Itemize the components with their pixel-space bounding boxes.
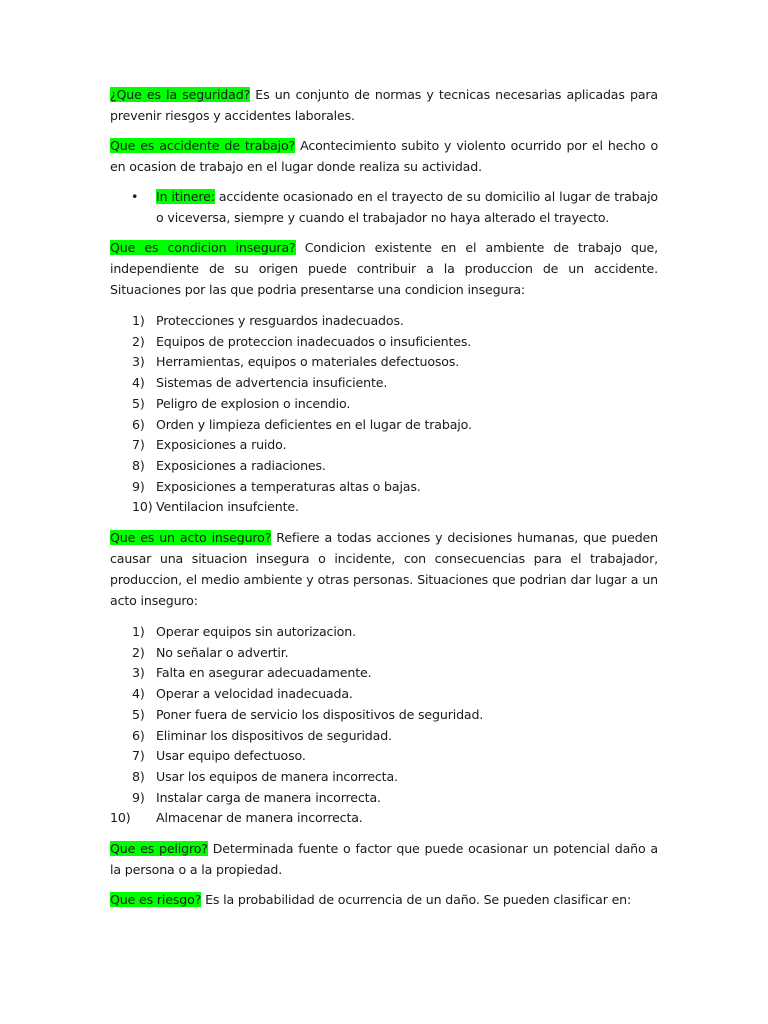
list-number: 4) xyxy=(132,375,145,391)
list-item xyxy=(110,767,658,788)
highlighted-term: Que es peligro? xyxy=(110,841,208,857)
list-item xyxy=(110,746,658,767)
list-text: Poner fuera de servicio los dispositivos de seguridad. xyxy=(156,706,484,722)
list-item xyxy=(110,352,658,373)
list-text: Ventilacion insufciente. xyxy=(156,499,299,515)
definition-text: Acontecimiento subito y violento ocurrido por el hecho o en ocasion de trabajo en el lugar donde realiza su actividad. xyxy=(110,138,658,174)
list-item xyxy=(110,643,658,664)
list-text: Equipos de proteccion inadecuados o insuficientes. xyxy=(156,333,472,349)
highlighted-term: ¿Que es la seguridad? xyxy=(110,87,251,102)
list-item xyxy=(110,663,658,684)
highlighted-term: Que es un acto inseguro? xyxy=(110,530,272,546)
list-text: Eliminar los dispositivos de seguridad. xyxy=(156,727,392,743)
list-number: 9) xyxy=(132,789,145,805)
list-item xyxy=(110,808,658,829)
definition-text: Determinada fuente o factor que puede ocasionar un potencial daño a la persona o a la propiedad. xyxy=(110,841,658,878)
list-number: 3) xyxy=(132,665,145,681)
list-item xyxy=(110,705,658,726)
list-text: Herramientas, equipos o materiales defectuosos. xyxy=(156,354,460,370)
list-number: 4) xyxy=(132,686,145,702)
list-item xyxy=(110,477,658,498)
list-item xyxy=(110,622,658,643)
definition-text: Refiere a todas acciones y decisiones humanas, que pueden causar una situacion insegura o incidente, con consecuencias para el trabajador, produccion, el medio ambiente y otras personas. Situaciones que podrian dar lugar a un acto inseguro: xyxy=(110,530,658,609)
list-number: 3) xyxy=(132,354,145,370)
list-text: Peligro de explosion o incendio. xyxy=(156,395,351,411)
paragraph-condicion xyxy=(110,237,658,300)
list-item xyxy=(110,373,658,394)
definition-text: Condicion existente en el ambiente de trabajo que, independiente de su origen puede contribuir a la produccion de un accidente. Situaciones por las que podria presentarse una condicion insegura: xyxy=(110,240,658,297)
paragraph-seguridad xyxy=(110,84,658,126)
list-number: 7) xyxy=(132,437,145,453)
list-text: Instalar carga de manera incorrecta. xyxy=(156,789,381,805)
list-text: Operar a velocidad inadecuada. xyxy=(156,686,353,702)
list-item xyxy=(110,332,658,353)
list-number: 2) xyxy=(132,333,145,349)
bullet-icon: • xyxy=(131,189,139,204)
definition-text: Es un conjunto de normas y tecnicas necesarias aplicadas para prevenir riesgos y accidentes laborales. xyxy=(110,87,658,123)
list-text: Falta en asegurar adecuadamente. xyxy=(156,665,372,681)
list-item xyxy=(110,186,658,228)
list-text: Orden y limpieza deficientes en el lugar de trabajo. xyxy=(156,416,472,432)
definition-text: accidente ocasionado en el trayecto de su domicilio al lugar de trabajo o viceversa, siempre y cuando el trabajador no haya alterado el trayecto. xyxy=(156,189,658,225)
list-number: 5) xyxy=(132,395,145,411)
highlighted-term: Que es condicion insegura? xyxy=(110,240,296,255)
list-item xyxy=(110,435,658,456)
highlighted-term: In itinere: xyxy=(156,189,215,204)
list-item xyxy=(110,415,658,436)
list-text: Exposiciones a temperaturas altas o bajas. xyxy=(156,478,421,494)
list-number: 8) xyxy=(132,768,145,784)
list-number: 10) xyxy=(110,810,131,826)
list-number: 7) xyxy=(132,748,145,764)
list-item xyxy=(110,726,658,747)
list-text: No señalar o advertir. xyxy=(156,644,289,660)
list-number: 8) xyxy=(132,457,145,473)
list-number: 1) xyxy=(132,313,145,328)
list-item xyxy=(110,497,658,518)
definition-text: Es la probabilidad de ocurrencia de un daño. Se pueden clasificar en: xyxy=(201,892,632,908)
highlighted-term: Que es riesgo? xyxy=(110,892,202,908)
document-body xyxy=(110,84,658,919)
list-item xyxy=(110,456,658,477)
acto-list xyxy=(110,622,658,829)
list-number: 2) xyxy=(132,644,145,660)
list-item xyxy=(110,684,658,705)
list-text: Almacenar de manera incorrecta. xyxy=(156,810,363,826)
paragraph-riesgo xyxy=(110,889,658,910)
paragraph-accidente xyxy=(110,135,658,177)
list-item xyxy=(110,394,658,415)
list-number: 9) xyxy=(132,478,145,494)
bullet-list xyxy=(110,186,658,228)
list-text: Sistemas de advertencia insuficiente. xyxy=(156,375,388,391)
list-number: 6) xyxy=(132,416,145,432)
list-number: 10) xyxy=(132,499,153,515)
list-number: 5) xyxy=(132,706,145,722)
list-item xyxy=(110,311,658,332)
paragraph-peligro xyxy=(110,838,658,880)
list-text: Exposiciones a ruido. xyxy=(156,437,287,453)
list-text: Exposiciones a radiaciones. xyxy=(156,457,326,473)
list-number: 6) xyxy=(132,727,145,743)
list-number: 1) xyxy=(132,624,145,640)
paragraph-acto xyxy=(110,527,658,611)
list-text: Usar equipo defectuoso. xyxy=(156,748,306,764)
list-item xyxy=(110,788,658,809)
list-text: Operar equipos sin autorizacion. xyxy=(156,624,356,640)
list-text: Protecciones y resguardos inadecuados. xyxy=(156,313,404,328)
condicion-list xyxy=(110,311,658,518)
list-text: Usar los equipos de manera incorrecta. xyxy=(156,768,398,784)
highlighted-term: Que es accidente de trabajo? xyxy=(110,138,296,153)
